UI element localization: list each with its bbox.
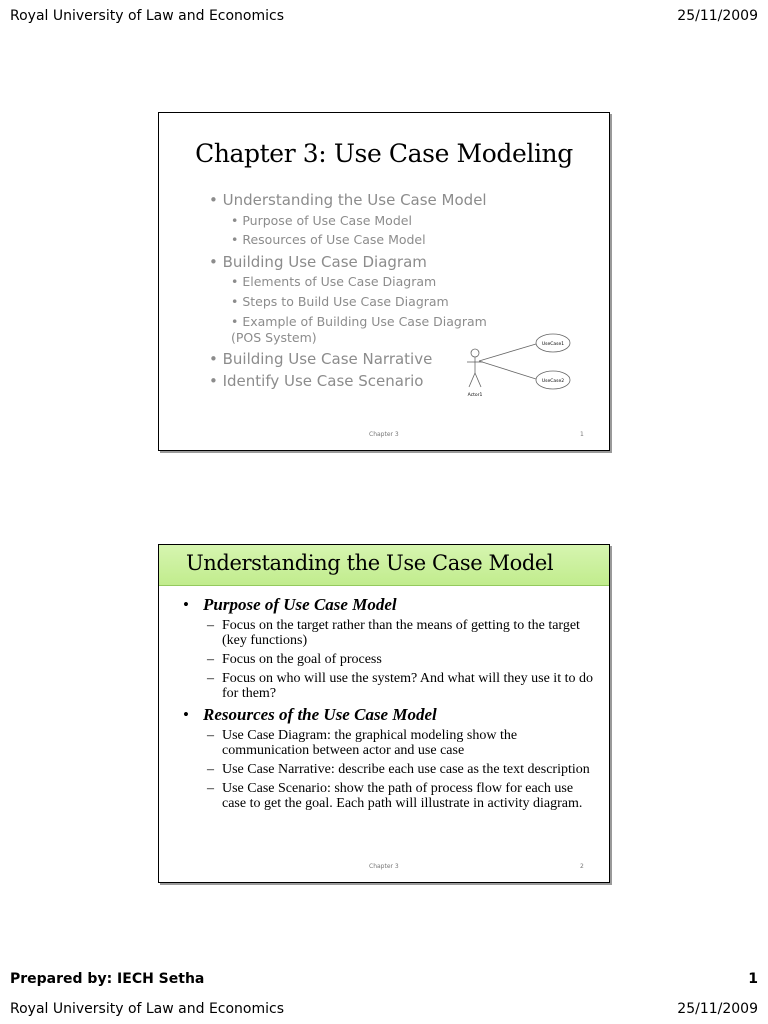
footer-page-number: 1 (748, 971, 758, 987)
actor-label: Actor1 (467, 393, 483, 398)
usecase-1-label: UseCase1 (541, 342, 565, 347)
use-case-diagram (459, 325, 589, 405)
header-org: Royal University of Law and Economics (10, 8, 285, 24)
slide-2 (158, 544, 610, 883)
slide-2-subitem: – Focus on who will use the system? And what will they use it to do for them? (207, 671, 593, 701)
slide-1-subbullet: • Example of Building Use Case Diagram (231, 314, 487, 329)
slide-1-title: Chapter 3: Use Case Modeling (195, 139, 573, 168)
slide-2-bullet: • Resources of the Use Case Model (183, 705, 437, 724)
slide-2-title-band (159, 545, 609, 586)
slide-1-subbullet: • Purpose of Use Case Model (231, 213, 412, 228)
header-date: 25/11/2009 (677, 8, 758, 24)
next-page-header-org: Royal University of Law and Economics (10, 1001, 285, 1017)
slide-2-body (183, 595, 593, 815)
slide-2-subitem: – Use Case Scenario: show the path of process flow for each use case to get the goal. Each path will illustrate in activity diagram. (207, 781, 583, 811)
slide-2-title: Understanding the Use Case Model (186, 551, 554, 575)
slide-1-bullet: • Building Use Case Narrative (209, 350, 433, 368)
next-page-header-date: 25/11/2009 (677, 1001, 758, 1017)
slide-1-page: 1 (580, 431, 584, 438)
actor-stick-figure (467, 349, 483, 387)
slide-2-subitem: – Use Case Diagram: the graphical modeling show the communication between actor and use case (207, 728, 518, 758)
slide-1-subbullet: • Resources of Use Case Model (231, 232, 426, 247)
slide-1-subbullet: • Elements of Use Case Diagram (231, 274, 437, 289)
slide-2-subitem: – Focus on the target rather than the means of getting to the target (key functions) (207, 618, 580, 648)
slide-2-subitem: – Use Case Narrative: describe each use case as the text description (207, 762, 590, 777)
slide-1-bullet: • Understanding the Use Case Model (209, 191, 487, 209)
association-2 (479, 361, 536, 379)
slide-1-subbullet: • Steps to Build Use Case Diagram (231, 294, 449, 309)
slide-1-subbullet-cont: (POS System) (231, 330, 317, 345)
slide-2-footer-label: Chapter 3 (369, 863, 399, 870)
slide-1-bullet: • Identify Use Case Scenario (209, 372, 424, 390)
footer-prepared-by: Prepared by: IECH Setha (10, 971, 205, 987)
slide-1-footer-label: Chapter 3 (369, 431, 399, 438)
slide-2-page: 2 (580, 863, 584, 870)
slide-2-subitem: – Focus on the goal of process (207, 652, 382, 667)
slide-1 (158, 112, 610, 451)
slide-2-bullet: • Purpose of Use Case Model (183, 595, 397, 614)
association-1 (479, 344, 536, 361)
usecase-2-label: UseCase2 (541, 379, 565, 384)
slide-1-bullet: • Building Use Case Diagram (209, 253, 427, 271)
